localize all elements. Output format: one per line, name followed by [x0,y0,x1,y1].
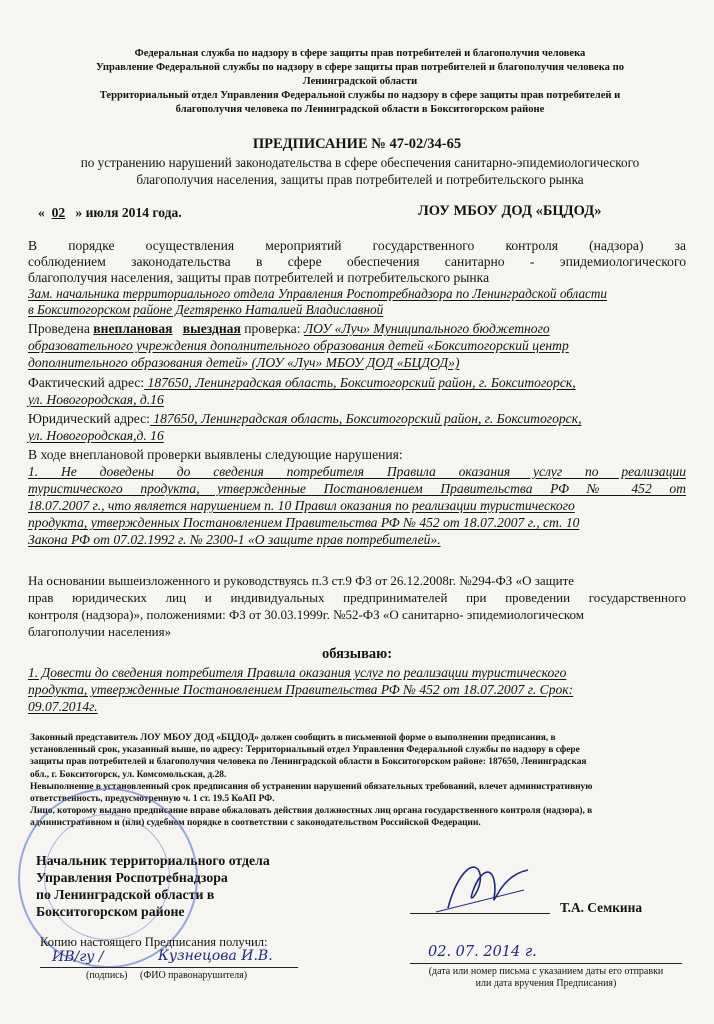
recipient-organization: ЛОУ МБОУ ДОД «БЦДОД» [418,203,602,219]
caption-date: (дата или номер письма с указанием даты его отправки или дата вручения Предписания) [428,966,664,989]
violation-line: 1. Не доведены до сведения потребителя Правила оказания услуг по реализации [28,464,686,479]
order-line: продукта, утвержденные Постановлением Правительства РФ № 452 от 18.07.2007 г. Срок: [28,682,574,697]
handwritten-signature [428,850,538,920]
signatory-line: по Ленинградской области в [36,887,215,902]
inspected-organization: ЛОУ «Луч» Муниципального бюджетного [303,321,550,336]
signatory-line: Начальник территориального отдела [36,853,270,868]
signature-line [410,913,550,914]
inspector-line: в Бокситогорском районе Дегтяренко Наталией Владиславной [28,302,384,317]
violation-line: продукта, утвержденных Постановлением Правительства РФ № 452 от 18.07.2007 г., ст. 10 [28,515,580,530]
document-subtitle [20,154,700,188]
receipt-label: Копию настоящего Предписания получил: [40,935,268,949]
header-line: Управление Федеральной службы по надзору в сфере защиты прав потребителей и благополучия человека по [95,62,625,73]
signatory-block [36,852,270,920]
subtitle-line: по устранению нарушений законодательства в сфере обеспечения санитарно-эпидемиологического [80,155,640,170]
legal-address-line: ул. Новогородская,д. 16 [28,428,164,443]
inspection-line: Проведена внеплановая выездная проверка: ЛОУ «Луч» Муниципального бюджетного [28,321,550,336]
obligate-heading: обязываю: [321,646,393,662]
receipt-name-handwritten: Кузнецова И.В. [158,948,273,964]
header-line: благополучия человека по Ленинградской области в Бокситогорском районе [175,104,545,115]
document-header [40,47,680,117]
caption-name: (ФИО правонарушителя) [140,970,248,981]
order-line: 09.07.2014г. [28,699,98,714]
basis-line: благополучии населения» [28,624,172,639]
legal-notes: Законный представитель ЛОУ МБОУ ДОД «БЦДОД» должен сообщить в письменной форме о выполнении предписания, в установленный срок, указанный выше, по адресу: Территориальный отдел Управления Федеральной службы по надзору в сфере защиты прав потребителей и благополучия человека по Ленинградской области в Бокситогорском районе: 187650, Ленинградская обл., г. Бокситогорск, ул. Комсомольская, д.28. Невыполнение в установленный срок предписания об устранении нарушений обязательных требований, влечет административную ответственность, предусмотренную ч. 1 ст. 19.5 КоАП РФ. Лицо, которому выдано предписание вправе обжаловать действия должностных лиц органа государственного контроля (надзора), в административном и (или) судебном порядке в соответствии с законодательством Российской Федерации. [30,733,593,829]
inspection-kind: выездная [182,321,241,336]
intro-line: благополучия населения, защиты прав потребителей и потребительского рынка [28,270,490,285]
intro-line: В порядке осуществления мероприятий государственного контроля (надзора) за [28,238,686,253]
violations-intro: В ходе внеплановой проверки выявлены следующие нарушения: [28,447,403,462]
document-title: ПРЕДПИСАНИЕ № 47-02/34-65 [252,136,462,152]
inspected-organization-line: дополнительного образования детей» (ЛОУ «Луч» МБОУ ДОД «БЦДОД») [28,355,460,370]
order-line: 1. Довести до сведения потребителя Правила оказания услуг по реализации туристического [28,665,567,680]
violation-line: 18.07.2007 г., что является нарушением п. 10 Правил оказания по реализации туристического [28,498,575,513]
document-date: « 02 » июля 2014 года. [38,205,182,220]
actual-address-line: ул. Новогородская, д.16 [28,392,164,407]
inspector-line: Зам. начальника территориального отдела Управления Роспотребнадзора по Ленинградской области [28,286,608,301]
header-line: Ленинградской области [302,76,418,87]
inspected-organization-line: образовательного учреждения дополнительного образования детей «Бокситогорский центр [28,338,569,353]
violation-line: Закона РФ от 07.02.1992 г. № 2300-1 «О защите прав потребителей». [28,532,441,547]
receipt-signature-handwritten: ИВ/гу / [52,949,104,965]
intro-line: соблюдением законодательства в сфере обеспечения санитарно - эпидемиологического [28,254,686,269]
receipt-date-handwritten: 02. 07. 2014 г. [428,944,537,960]
actual-address: Фактический адрес: 187650, Ленинградская область, Бокситогорский район, г. Бокситогорск, [28,375,576,390]
receipt-line [40,967,298,968]
basis-line: На основании вышеизложенного и руководствуясь п.3 ст.9 ФЗ от 26.12.2008г. №294-ФЗ «О защите [28,573,575,588]
signatory-name: Т.А. Семкина [560,900,643,915]
caption-signature: (подпись) [86,970,128,981]
signatory-line: Управления Роспотребнадзора [36,870,228,885]
date-day: 02 [51,205,66,220]
legal-address: Юридический адрес: 187650, Ленинградская область, Бокситогорский район, г. Бокситогорск, [28,411,582,426]
subtitle-line: благополучия населения, защиты прав потребителей и потребительского рынка [136,172,584,187]
basis-line: прав юридических лиц и индивидуальных предпринимателей при проведении государственного [28,590,686,605]
header-line: Федеральная служба по надзору в сфере защиты прав потребителей и благополучия человека [134,48,586,59]
violation-line: туристического продукта, утвержденные Постановлением Правительства РФ № 452 от [28,481,686,496]
basis-line: контроля (надзора)», положениями: ФЗ от 30.03.1999г. №52-ФЗ «О санитарно- эпидемиологическом [28,607,584,622]
date-line [410,963,682,964]
signatory-line: Бокситогорском районе [36,904,185,919]
header-line: Территориальный отдел Управления Федеральной службы по надзору в сфере защиты прав потребителей и [99,90,621,101]
inspection-type: внеплановая [93,321,173,336]
